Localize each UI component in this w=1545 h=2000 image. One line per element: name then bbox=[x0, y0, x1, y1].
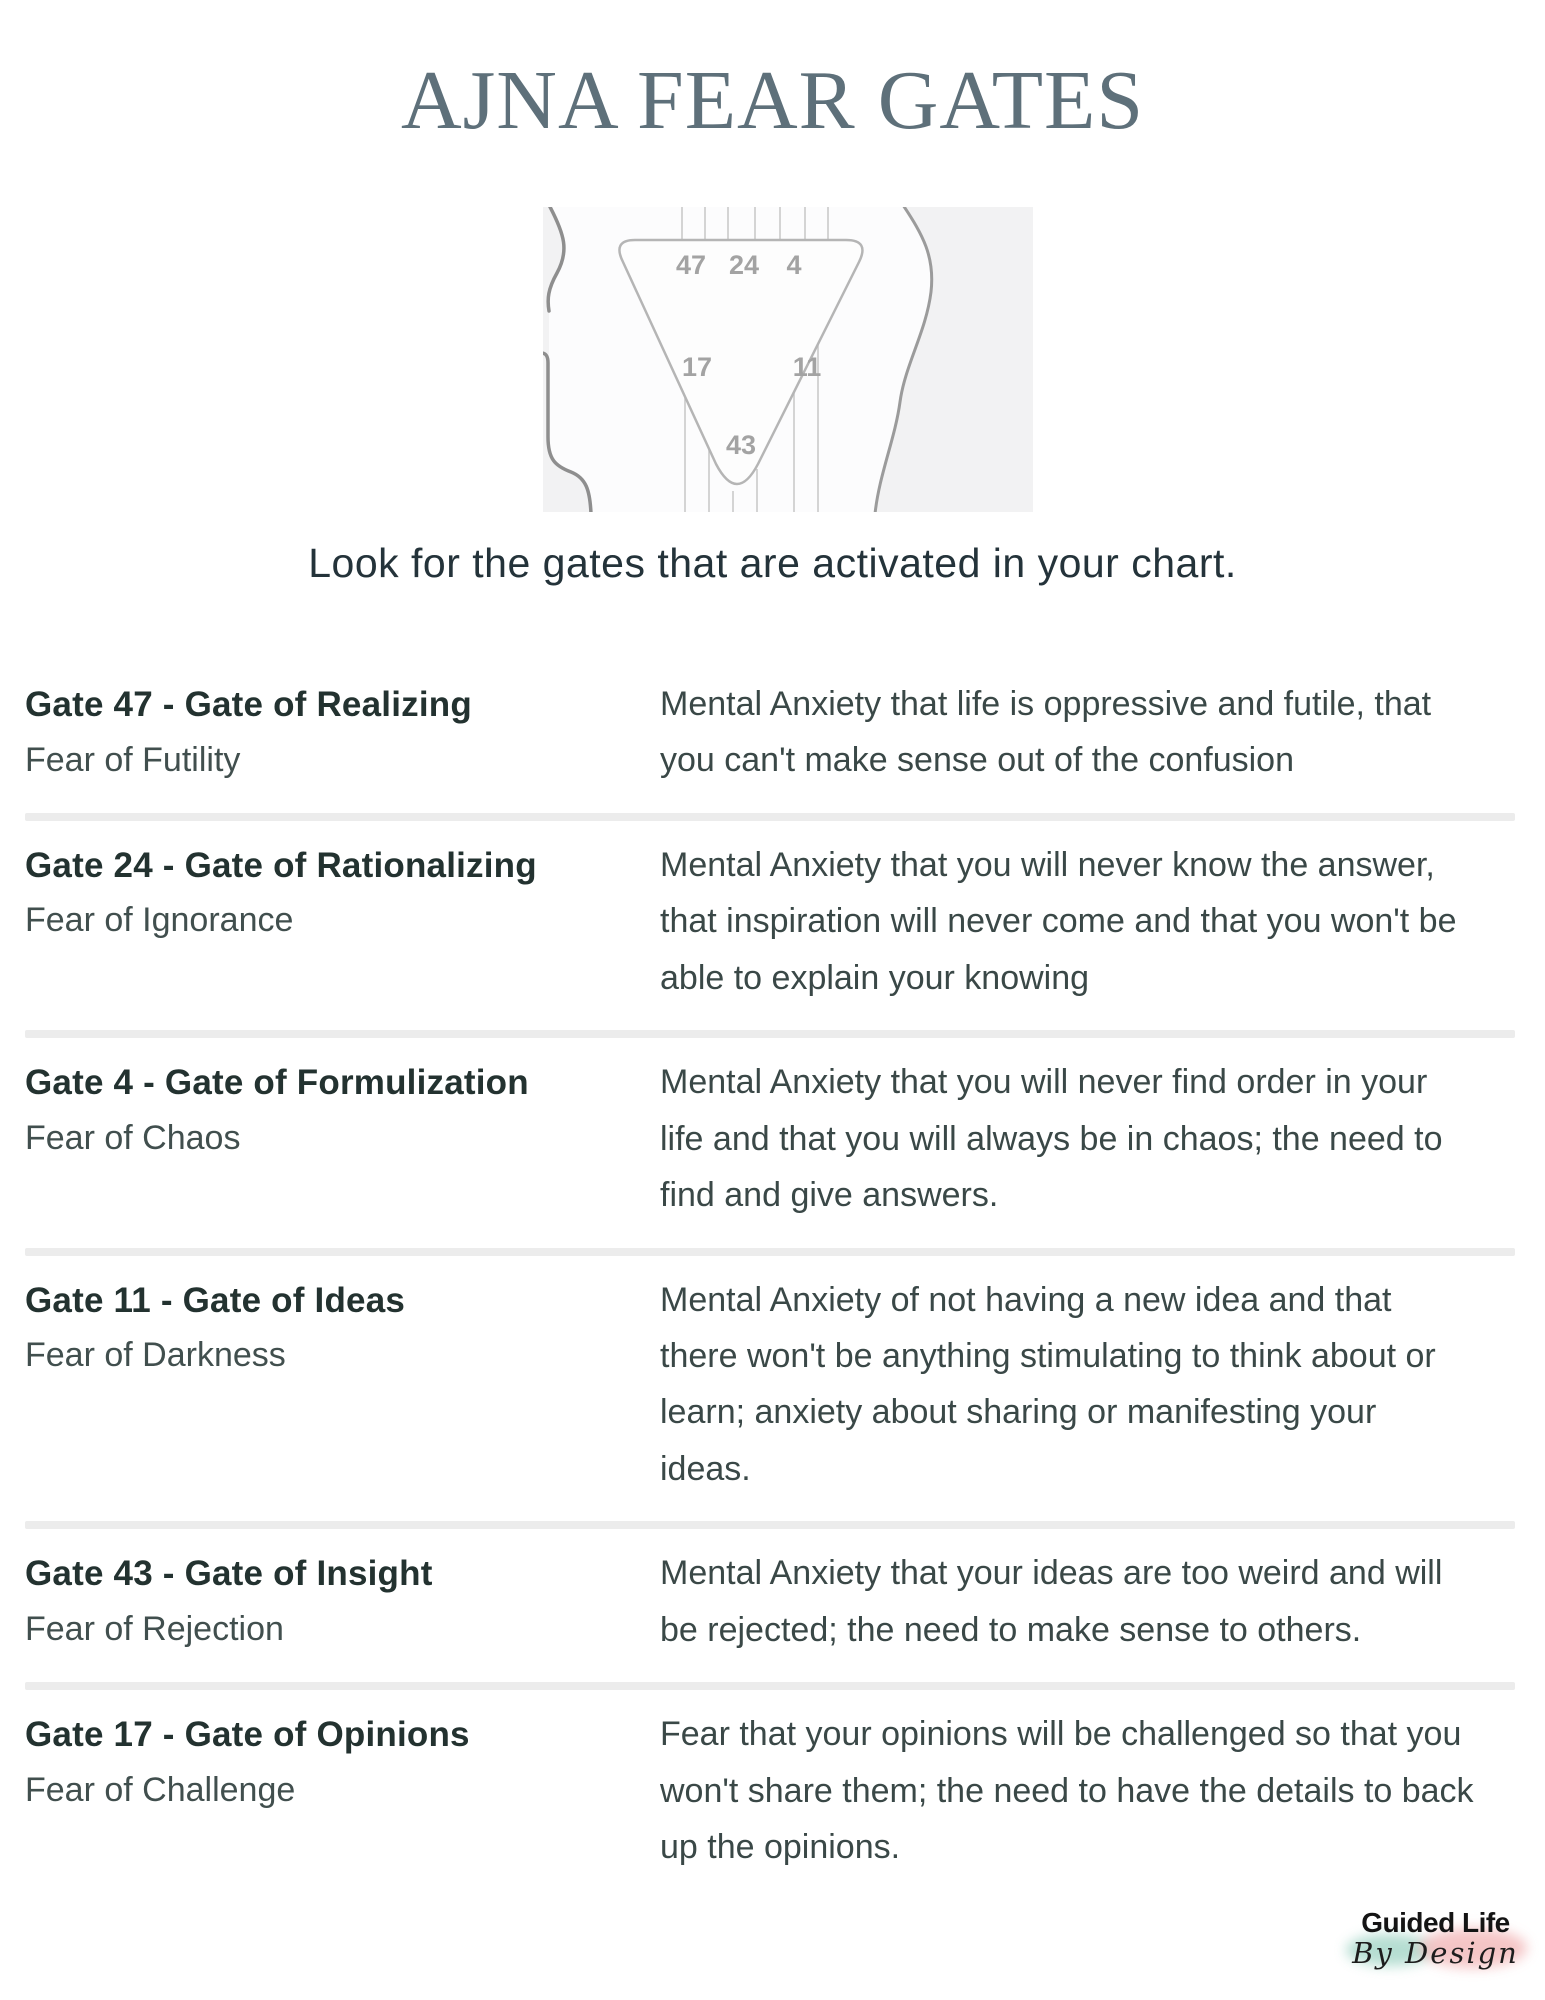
gate-title: Gate 4 - Gate of Formulization bbox=[25, 1063, 529, 1103]
gate-name-cell bbox=[25, 682, 660, 782]
table-row-gate-17 bbox=[25, 1690, 1515, 1899]
gate-name-cell bbox=[25, 1712, 660, 1812]
gate-fear: Fear of Futility bbox=[25, 740, 241, 779]
gate-title: Gate 11 - Gate of Ideas bbox=[25, 1280, 406, 1320]
gate-43-label: 43 bbox=[725, 430, 757, 460]
row-divider bbox=[25, 1521, 1515, 1529]
gate-name-cell bbox=[25, 1278, 660, 1378]
logo-tagline: By Design bbox=[1352, 1936, 1519, 1971]
gate-fear: Fear of Challenge bbox=[25, 1770, 296, 1809]
gate-fear: Fear of Chaos bbox=[25, 1118, 241, 1157]
row-divider bbox=[25, 1682, 1515, 1690]
table-row-gate-4 bbox=[25, 1038, 1515, 1247]
gate-description: Mental Anxiety that your ideas are too weird and will be rejected; the need to make sense to others. bbox=[660, 1554, 1443, 1649]
table-row-gate-11 bbox=[25, 1256, 1515, 1522]
gate-description: Mental Anxiety that you will never know the answer, that inspiration will never come and that you won't be able to explain your knowing bbox=[660, 845, 1457, 997]
page-title: AJNA FEAR GATES bbox=[400, 54, 1145, 147]
gate-description: Fear that your opinions will be challenged so that you won't share them; the need to have the details to back up the opinions. bbox=[660, 1715, 1474, 1866]
table-row-gate-47 bbox=[25, 660, 1515, 813]
gate-24-label: 24 bbox=[728, 250, 760, 280]
gate-fear: Fear of Darkness bbox=[25, 1336, 286, 1374]
ajna-center-diagram bbox=[543, 207, 1033, 512]
logo-wordmark: Guided Life bbox=[1361, 1907, 1510, 1938]
bodygraph-diagram-image bbox=[543, 207, 1033, 512]
table-row-gate-24 bbox=[25, 821, 1515, 1030]
guided-life-by-design-logo bbox=[1348, 1908, 1523, 1980]
row-divider bbox=[25, 1030, 1515, 1038]
gates-table bbox=[25, 660, 1515, 1899]
gate-17-label: 17 bbox=[681, 352, 713, 382]
gate-title: Gate 17 - Gate of Opinions bbox=[25, 1715, 470, 1755]
gate-name-cell bbox=[25, 1551, 660, 1651]
table-row-gate-43 bbox=[25, 1529, 1515, 1682]
gate-title: Gate 43 - Gate of Insight bbox=[25, 1554, 433, 1594]
row-divider bbox=[25, 1248, 1515, 1256]
gate-title: Gate 47 - Gate of Realizing bbox=[25, 685, 472, 724]
gate-title: Gate 24 - Gate of Rationalizing bbox=[25, 845, 537, 885]
gate-description: Mental Anxiety of not having a new idea and that there won't be anything stimulating to think about or learn; anxiety about sharing or manifesting your ideas. bbox=[660, 1280, 1436, 1488]
gate-name-cell bbox=[25, 843, 660, 943]
gate-description: Mental Anxiety that you will never find order in your life and that you will always be in chaos; the need to find and give answers. bbox=[660, 1063, 1443, 1215]
gate-fear: Fear of Rejection bbox=[25, 1609, 284, 1648]
gate-name-cell bbox=[25, 1060, 660, 1160]
instruction-text: Look for the gates that are activated in your chart. bbox=[308, 540, 1237, 586]
gate-47-label: 47 bbox=[675, 250, 707, 280]
gate-fear: Fear of Ignorance bbox=[25, 901, 294, 940]
gate-4-label: 4 bbox=[786, 250, 802, 280]
gate-description: Mental Anxiety that life is oppressive and futile, that you can't make sense out of the confusion bbox=[660, 685, 1432, 780]
row-divider bbox=[25, 813, 1515, 821]
gate-11-label: 11 bbox=[792, 352, 822, 382]
